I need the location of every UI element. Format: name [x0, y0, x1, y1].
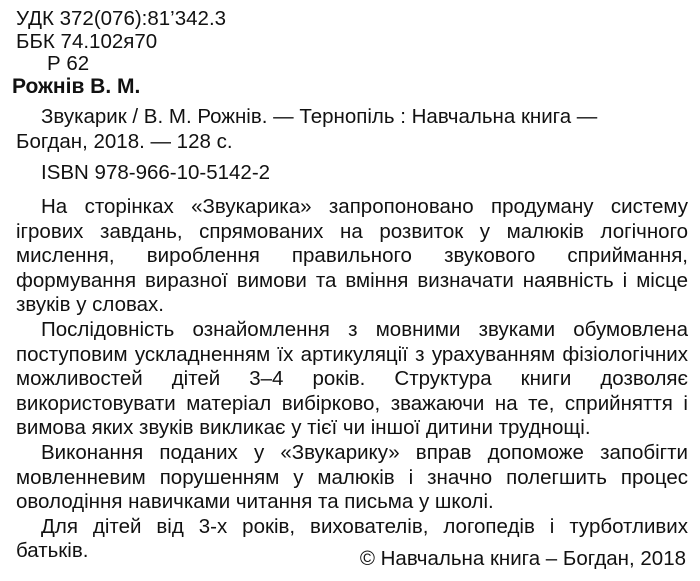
- annotation-paragraph: Виконання поданих у «Звукарику» вправ допоможе запобігти мовленневим порушенням у малюків і значно полегшить процес оволодіння навичками читання та письма у школі.: [16, 440, 688, 514]
- udk-code: УДК 372(076):81’342.3: [16, 7, 227, 30]
- bibliographic-description-line-1: Звукарик / В. М. Рожнів. — Тернопіль : Навчальна книга —: [41, 105, 598, 128]
- author-heading: Рожнів В. М.: [12, 75, 141, 98]
- copyright-notice: © Навчальна книга – Богдан, 2018: [359, 547, 686, 570]
- bbk-code: ББК 74.102я70: [16, 30, 158, 53]
- author-mark: Р 62: [47, 52, 90, 75]
- annotation-paragraph: На сторінках «Звукарика» запропоновано продуману систему ігрових завдань, спрямованих на розвиток у малюків логічного мислення, вироблення правильного звукового сприймання, формування виразної вимови та вміння визначати наявність і місце звуків у словах.: [16, 195, 688, 317]
- bibliographic-description-line-2: Богдан, 2018. — 128 с.: [16, 130, 233, 153]
- isbn-number: ISBN 978-966-10-5142-2: [41, 161, 271, 184]
- annotation-paragraph: Послідовність ознайомлення з мовними звуками обумовлена поступовим ускладненням їх артикуляції з урахуванням фізіологічних можливостей дітей 3–4 років. Структура книги дозволяє використовувати матеріал вибірково, зважаючи на те, сприйняття і вимова яких звуків викликає у тієї чи іншої дитини труднощі.: [16, 317, 688, 440]
- annotation-text: [16, 195, 688, 564]
- annotation-paragraph: Для дітей від 3-х років, вихователів, логопедів і турботливих батьків.: [16, 514, 688, 563]
